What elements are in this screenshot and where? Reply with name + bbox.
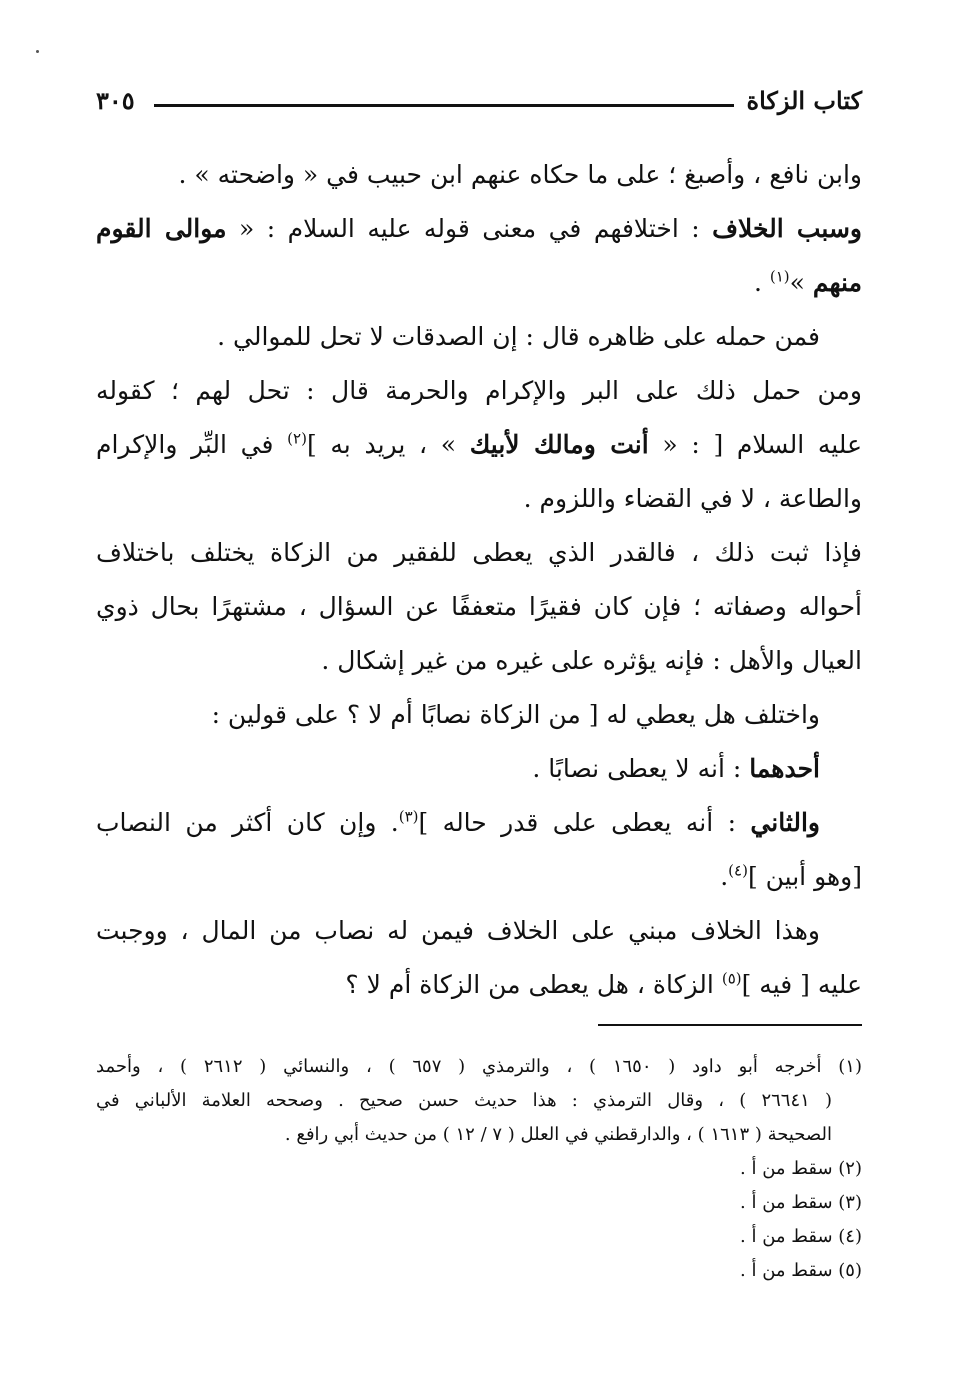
header-rule [154, 104, 734, 107]
footnote-line: ( ٢٦٦٤١ ) ، وقال الترمذي : هذا حديث حسن صحيح . وصححه العلامة الألباني في [96, 1090, 832, 1111]
text-line [96, 418, 862, 472]
text-span: . [753, 268, 770, 297]
bold-term: والثاني [750, 808, 820, 837]
scan-speck [36, 50, 39, 53]
text-span: » [789, 268, 813, 297]
text-line [96, 256, 862, 310]
chapter-title: كتاب الزكاة [746, 86, 862, 115]
text-span: . [720, 862, 729, 891]
text-span: عليه السلام [ : « [648, 430, 862, 459]
text-span: : اختلافهم في معنى قوله عليه السلام : « [226, 214, 713, 243]
text-span: في البِّر والإكرام [96, 430, 288, 459]
text-line: والطاعة ، لا في القضاء واللزوم . [523, 484, 862, 513]
bold-term: وسبب الخلاف [712, 214, 862, 243]
text-line: وهذا الخلاف مبني على الخلاف فيمن له نصاب من المال ، ووجبت [96, 916, 821, 945]
footnote-line: (٥) سقط من أ . [740, 1260, 862, 1281]
running-header [96, 84, 862, 124]
text-span: : أنه لا يعطى نصابًا . [532, 754, 750, 783]
footnote-line: (٢) سقط من أ . [740, 1158, 862, 1179]
footnote-ref[interactable]: (٢) [287, 429, 307, 448]
footnote-ref[interactable]: (٣) [398, 807, 419, 826]
text-span: . وإن كان أكثر من النصاب [96, 808, 399, 837]
hadith-quote: أنت ومالك لأبيك [469, 430, 649, 459]
footnote-ref[interactable]: (١) [769, 267, 790, 286]
text-line [96, 796, 862, 850]
footnote-line: الصحيحة ( ١٦١٣ ) ، والدارقطني في العلل ( ٧ / ١٢ ) من حديث أبي رافع . [284, 1124, 832, 1145]
footnote-line: (٤) سقط من أ . [740, 1226, 862, 1247]
text-line [96, 202, 862, 256]
text-line: فإذا ثبت ذلك ، فالقدر الذي يعطى للفقير من الزكاة يختلف باختلاف [96, 538, 862, 567]
text-span: الزكاة ، هل يعطى من الزكاة أم لا ؟ [345, 970, 722, 999]
hadith-quote: منهم [812, 268, 862, 297]
text-line: واختلف هل يعطي له [ من الزكاة نصابًا أم لا ؟ على قولين : [211, 700, 820, 729]
main-text [96, 148, 862, 1012]
footnote-line: (١) أخرجه أبو داود ( ١٦٥٠ ) ، والترمذي ( ٦٥٧ ) ، والنسائي ( ٢٦١٢ ) ، وأحمد [96, 1056, 862, 1077]
text-line: ومن حمل ذلك على البر والإكرام والحرمة قال : تحل لهم ؛ كقوله [96, 376, 862, 405]
hadith-quote: موالى القوم [96, 214, 227, 243]
text-line: أحواله وصفاته ؛ فإن كان فقيرًا متعففًا عن السؤال ، مشتهرًا بحال ذوي [96, 592, 862, 621]
text-line [96, 958, 862, 1012]
footnote-separator [598, 1024, 862, 1026]
footnote-line: (٣) سقط من أ . [740, 1192, 862, 1213]
page-number: ٣٠٥ [96, 86, 135, 115]
text-line [96, 742, 862, 796]
text-line: فمن حمله على ظاهره قال : إن الصدقات لا تحل للموالي . [217, 322, 820, 351]
footnotes [96, 1050, 862, 1288]
footnote-ref[interactable]: (٥) [721, 969, 742, 988]
text-line [96, 850, 862, 904]
text-span: [وهو أبين ] [747, 862, 862, 891]
text-span: : أنه يعطى على قدر حاله ] [418, 808, 751, 837]
footnote-ref[interactable]: (٤) [728, 861, 748, 880]
text-span: عليه [ فيه ] [741, 970, 862, 999]
bold-term: أحدهما [749, 754, 820, 783]
text-line: العيال والأهل : فإنه يؤثره على غيره من غير إشكال . [321, 646, 862, 675]
text-line: وابن نافع ، وأصبغ ؛ على ما حكاه عنهم ابن حبيب في « واضحته » . [178, 160, 862, 189]
text-span: » ، يريد به ] [306, 430, 470, 459]
